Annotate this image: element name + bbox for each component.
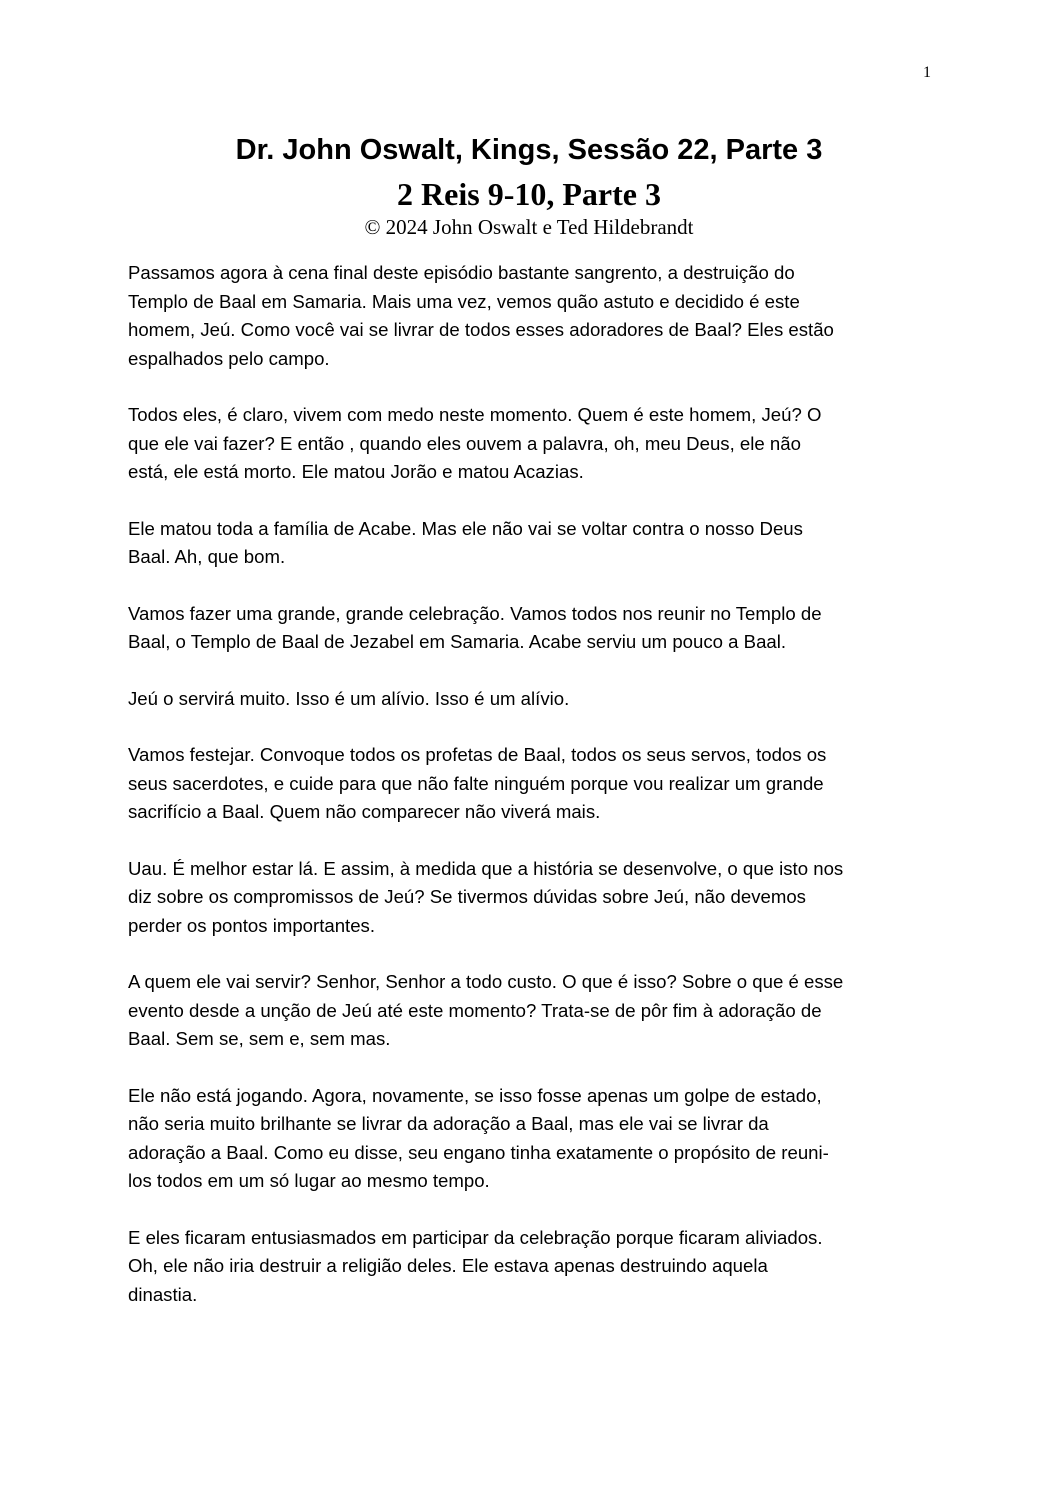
paragraph-line: E eles ficaram entusiasmados em participar da celebração porque ficaram aliviados. [128,1226,823,1248]
paragraph-line: Baal, o Templo de Baal de Jezabel em Samaria. Acabe serviu um pouco a Baal. [128,631,787,652]
paragraph-line: Todos eles, é claro, vivem com medo neste momento. Quem é este homem, Jeú? O [128,404,822,425]
paragraph [128,855,928,941]
paragraph [128,1082,928,1196]
paragraph [128,1224,928,1310]
paragraph-line: Templo de Baal em Samaria. Mais uma vez, vemos quão astuto e decidido é este [128,290,800,312]
paragraph-line: Oh, ele não iria destruir a religião deles. Ele estava apenas destruindo aquela [128,1255,768,1276]
paragraph-line: Ele não está jogando. Agora, novamente, se isso fosse apenas um golpe de estado, [128,1084,822,1106]
paragraph-line: perder os pontos importantes. [128,914,376,936]
paragraph-line: Uau. É melhor estar lá. E assim, à medida que a história se desenvolve, o que isto nos [128,857,844,879]
paragraph [128,259,928,373]
paragraph-line: adoração a Baal. Como eu disse, seu engano tinha exatamente o propósito de reuni- [128,1141,829,1163]
paragraph-line: Vamos festejar. Convoque todos os profetas de Baal, todos os seus servos, todos os [128,744,827,765]
page-number: 1 [923,64,931,81]
paragraph-line: homem, Jeú. Como você vai se livrar de todos esses adoradores de Baal? Eles estão [128,319,834,340]
paragraph-line: Baal. Ah, que bom. [128,546,286,567]
paragraph-line: Vamos fazer uma grande, grande celebração. Vamos todos nos reunir no Templo de [128,602,822,624]
paragraph-line: A quem ele vai servir? Senhor, Senhor a todo custo. O que é isso? Sobre o que é esse [128,971,844,992]
paragraph-line: está, ele está morto. Ele matou Jorão e matou Acazias. [128,461,584,482]
document-subtitle: 2 Reis 9-10, Parte 3 [397,176,661,212]
paragraph-line: sacrifício a Baal. Quem não comparecer não viverá mais. [128,801,601,822]
paragraph-line: seus sacerdotes, e cuide para que não falte ninguém porque vou realizar um grande [128,772,824,794]
body-text [128,259,928,1337]
paragraph [128,741,928,827]
paragraph-line: Jeú o servirá muito. Isso é um alívio. Isso é um alívio. [128,687,570,709]
paragraph-line: los todos em um só lugar ao mesmo tempo. [128,1170,490,1191]
paragraph-line: evento desde a unção de Jeú até este momento? Trata-se de pôr fim à adoração de [128,999,822,1021]
paragraph-line: Ele matou toda a família de Acabe. Mas ele não vai se voltar contra o nosso Deus [128,517,803,539]
paragraph [128,515,928,572]
paragraph-line: dinastia. [128,1283,198,1305]
paragraph [128,401,928,487]
paragraph [128,600,928,657]
copyright-line: © 2024 John Oswalt e Ted Hildebrandt [364,215,694,239]
paragraph-line: diz sobre os compromissos de Jeú? Se tivermos dúvidas sobre Jeú, não devemos [128,886,806,907]
paragraph [128,685,928,714]
paragraph-line: espalhados pelo campo. [128,347,330,369]
paragraph [128,968,928,1054]
paragraph-line: que ele vai fazer? E então , quando eles ouvem a palavra, oh, meu Deus, ele não [128,432,801,454]
paragraph-line: Passamos agora à cena final deste episódio bastante sangrento, a destruição do [128,262,795,283]
paragraph-line: não seria muito brilhante se livrar da adoração a Baal, mas ele vai se livrar da [128,1113,769,1134]
document-title: Dr. John Oswalt, Kings, Sessão 22, Parte 3 [235,134,823,166]
paragraph-line: Baal. Sem se, sem e, sem mas. [128,1028,391,1049]
